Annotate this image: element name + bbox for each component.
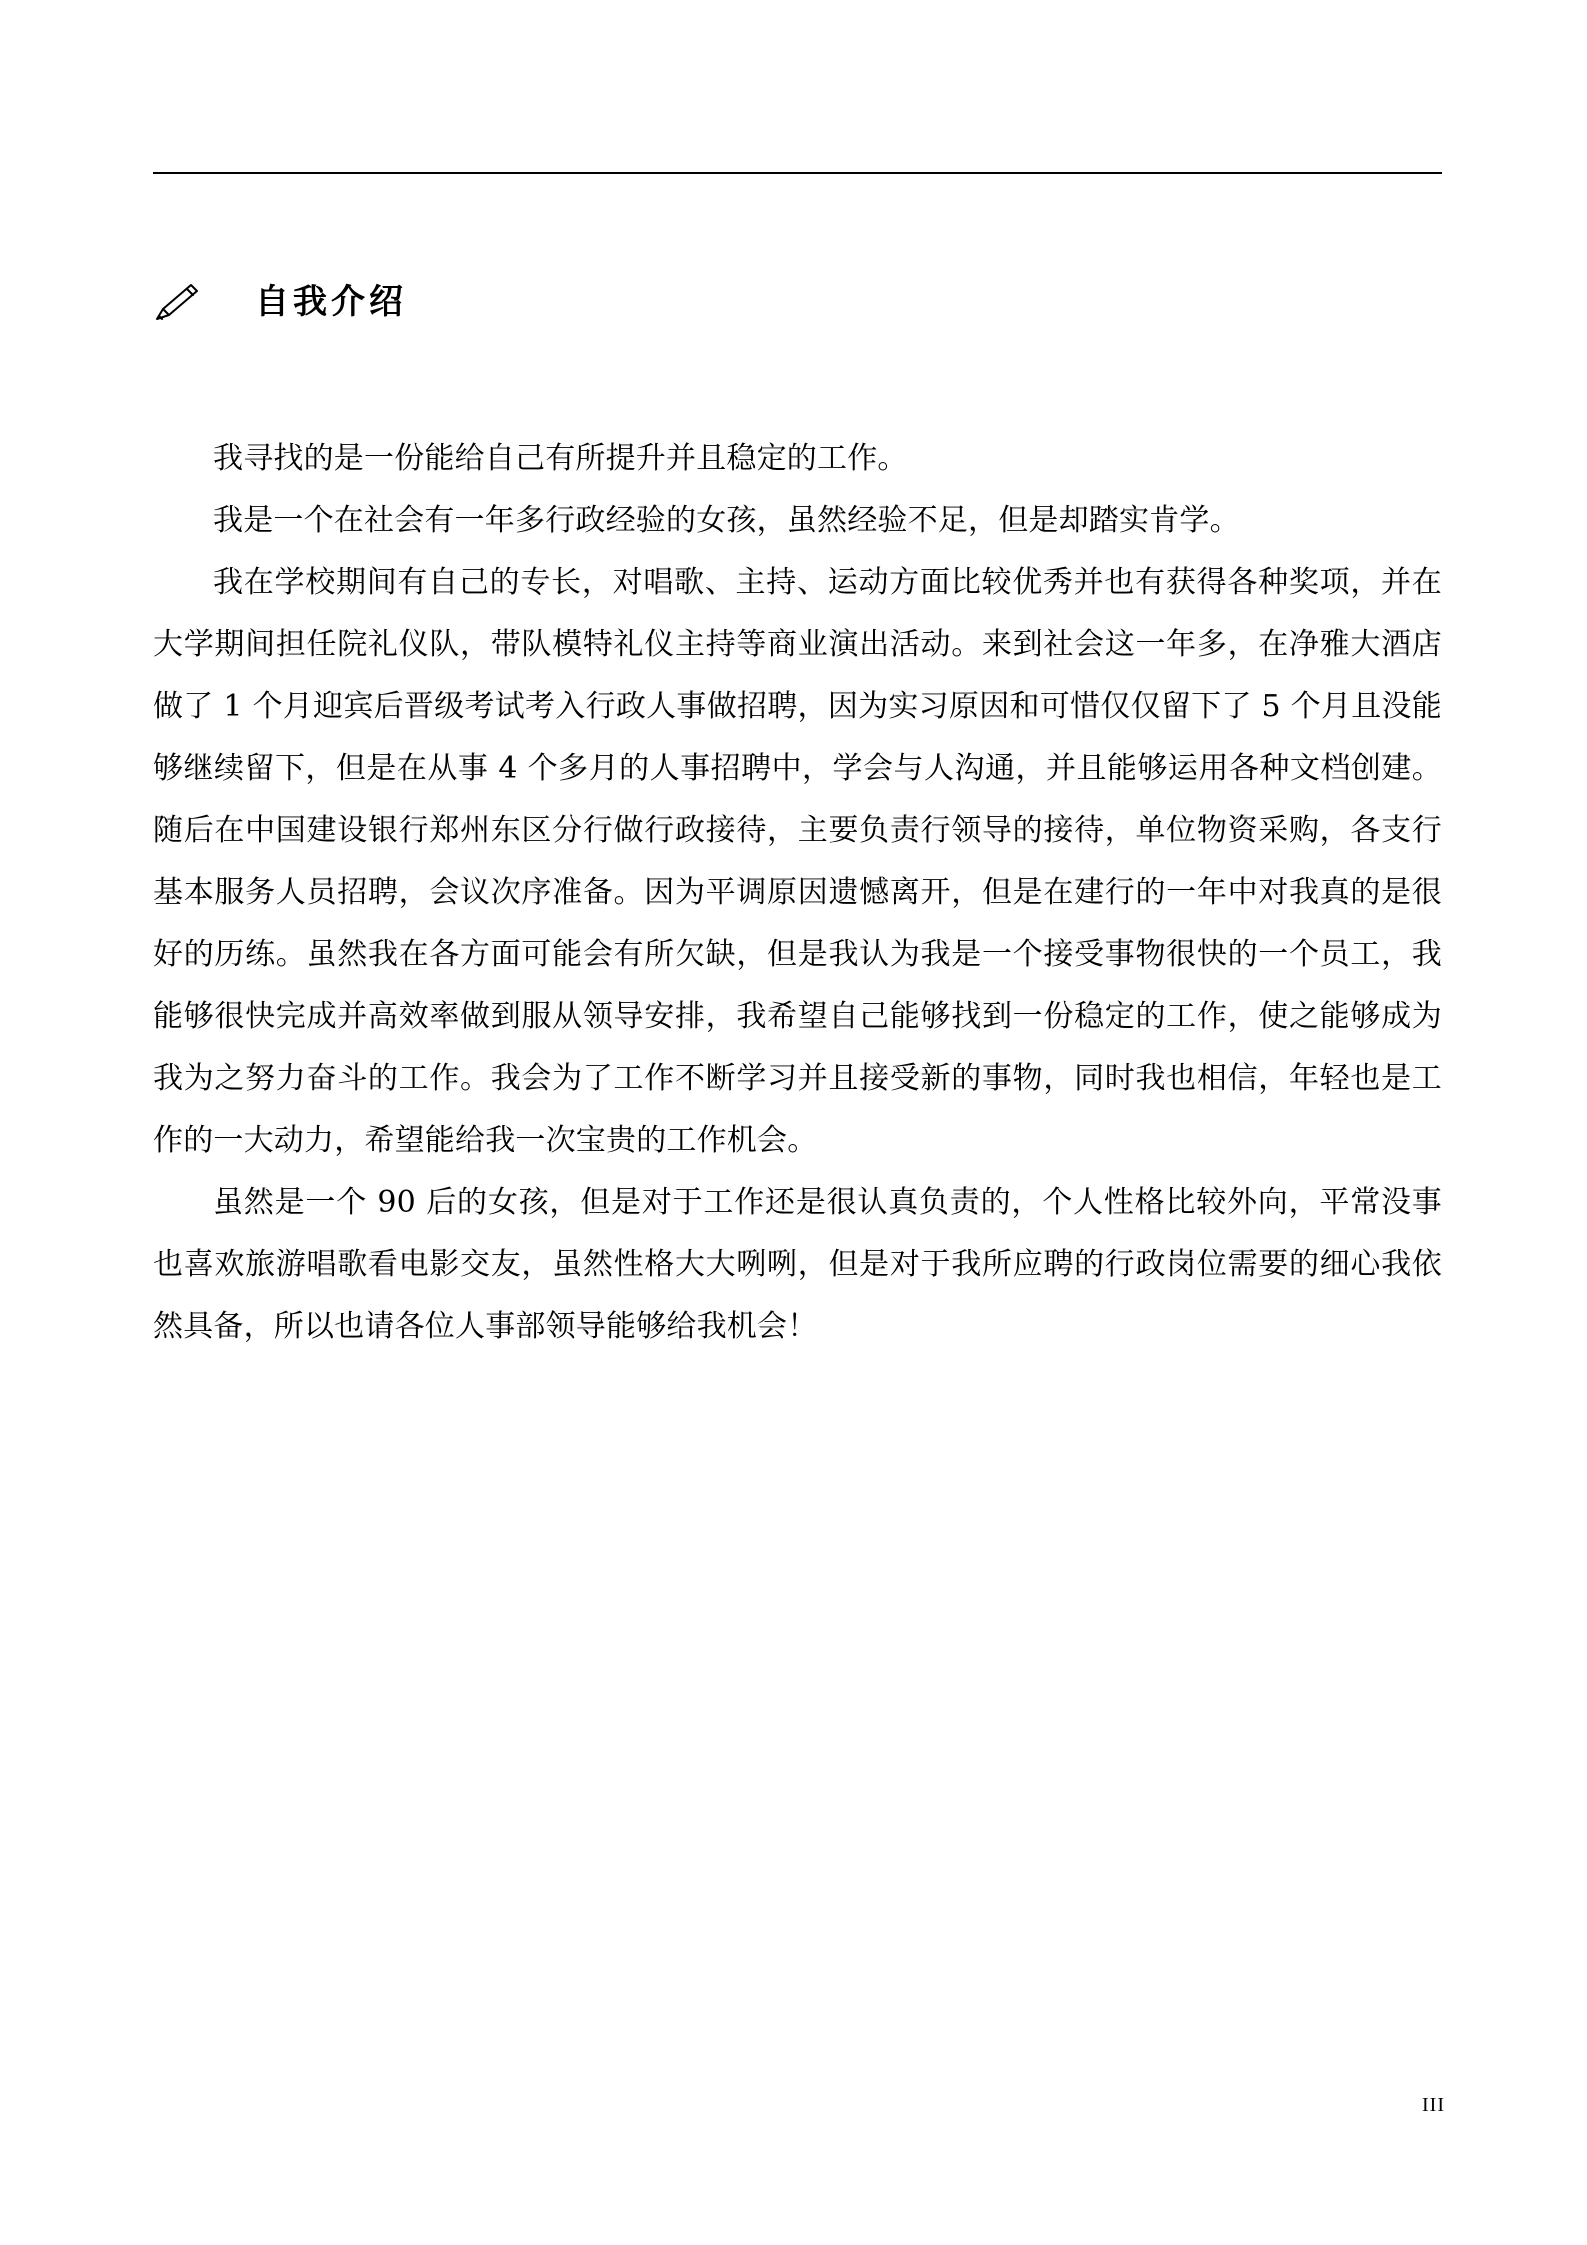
paragraph-4: 虽然是一个 90 后的女孩，但是对于工作还是很认真负责的，个人性格比较外向，平常没事也喜欢旅游唱歌看电影交友，虽然性格大大咧咧，但是对于我所应聘的行政岗位需要的细心我依然具备，所以也请各位人事部领导能够给我机会！ bbox=[153, 1185, 1442, 1344]
self-introduction-body bbox=[153, 428, 1442, 1358]
header-rule bbox=[153, 172, 1442, 174]
paragraph-1: 我寻找的是一份能给自己有所提升并且稳定的工作。 bbox=[213, 441, 908, 476]
paragraph-3: 我在学校期间有自己的专长，对唱歌、主持、运动方面比较优秀并也有获得各种奖项，并在大学期间担任院礼仪队，带队模特礼仪主持等商业演出活动。来到社会这一年多，在净雅大酒店做了 1 个月迎宾后晋级考试考入行政人事做招聘，因为实习原因和可惜仅仅留下了 5 个月且没能够继续留下，但是在从事 4 个多月的人事招聘中，学会与人沟通，并且能够运用各种文档创建。随后在中国建设银行郑州东区分行做行政接待，主要负责行领导的接待，单位物资采购，各支行基本服务人员招聘，会议次序准备。因为平调原因遗憾离开，但是在建行的一年中对我真的是很好的历练。虽然我在各方面可能会有所欠缺，但是我认为我是一个接受事物很快的一个员工，我能够很快完成并高效率做到服从领导安排，我希望自己能够找到一份稳定的工作，使之能够成为我为之努力奋斗的工作。我会为了工作不断学习并且接受新的事物，同时我也相信，年轻也是工作的一大动力，希望能给我一次宝贵的工作机会。 bbox=[153, 565, 1442, 1158]
section-title: 自我介绍 bbox=[255, 282, 407, 322]
section-heading bbox=[153, 272, 407, 332]
pen-icon bbox=[153, 281, 203, 323]
paragraph-2: 我是一个在社会有一年多行政经验的女孩，虽然经验不足，但是却踏实肯学。 bbox=[213, 503, 1240, 538]
page-number: III bbox=[1422, 2094, 1445, 2116]
